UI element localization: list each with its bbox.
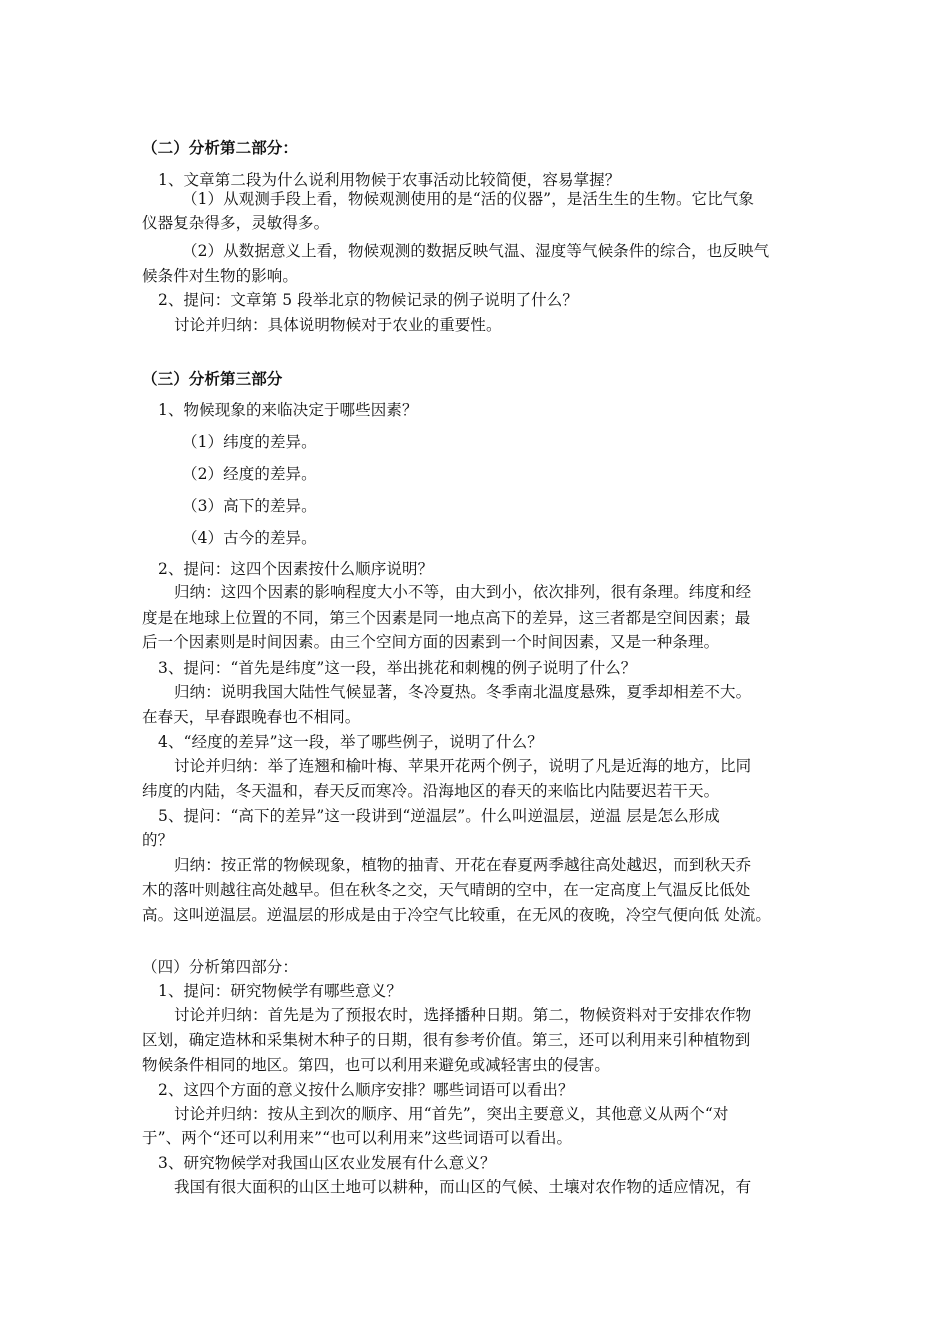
paragraph-line: 在春天，早春跟晚春也不相同。 <box>142 708 361 726</box>
question-line: 3、研究物候学对我国山区农业发展有什么意义？ <box>158 1154 496 1172</box>
list-item: （2）经度的差异。 <box>182 465 317 483</box>
paragraph-line: 讨论并归纳：具体说明物候对于农业的重要性。 <box>174 316 502 334</box>
paragraph-line: 度是在地球上位置的不同，第三个因素是同一地点高下的差异，这三者都是空间因素；最 <box>142 609 751 627</box>
paragraph-line: （2）从数据意义上看，物候观测的数据反映气温、湿度等气候条件的综合，也反映气 <box>182 242 770 260</box>
paragraph-line: 纬度的内陆，冬天温和，春天反而寒冷。沿海地区的春天的来临比内陆要迟若干天。 <box>142 782 720 800</box>
paragraph-line: （1）从观测手段上看，物候观测使用的是“活的仪器”，是活生生的生物。它比气象 <box>182 190 755 208</box>
paragraph-line: 物候条件相同的地区。第四，也可以利用来避免或减轻害虫的侵害。 <box>142 1056 611 1074</box>
question-line: 1、物候现象的来临决定于哪些因素？ <box>158 401 418 419</box>
paragraph-line: 讨论并归纳：按从主到次的顺序、用“首先”，突出主要意义，其他意义从两个“对 <box>174 1105 729 1123</box>
question-line: 2、提问：文章第 5 段举北京的物候记录的例子说明了什么？ <box>158 291 578 309</box>
section-heading-part-three: （三）分析第三部分 <box>142 369 283 388</box>
paragraph-line: 讨论并归纳：举了连翘和榆叶梅、苹果开花两个例子，说明了凡是近海的地方，比同 <box>174 757 752 775</box>
list-item: （4）古今的差异。 <box>182 529 317 547</box>
paragraph-line: 仪器复杂得多，灵敏得多。 <box>142 214 330 232</box>
paragraph-line: 候条件对生物的影响。 <box>142 267 299 285</box>
list-item: （1）纬度的差异。 <box>182 433 317 451</box>
question-line: 5、提问：“高下的差异”这一段讲到“逆温层”。什么叫逆温层，逆温 层是怎么形成 <box>158 807 720 825</box>
section-heading-part-two: （二）分析第二部分： <box>142 138 299 157</box>
paragraph-line: 归纳：这四个因素的影响程度大小不等，由大到小，依次排列，很有条理。纬度和经 <box>174 583 752 601</box>
question-line: 1、提问：研究物候学有哪些意义？ <box>158 982 402 1000</box>
list-item: （3）高下的差异。 <box>182 497 317 515</box>
paragraph-line: 木的落叶则越往高处越早。但在秋冬之交，天气晴朗的空中，在一定高度上气温反比低处 <box>142 881 751 899</box>
paragraph-line: 归纳：说明我国大陆性气候显著，冬冷夏热。冬季南北温度悬殊，夏季却相差不大。 <box>174 683 752 701</box>
question-line: 3、提问：“首先是纬度”这一段，举出挑花和刺槐的例子说明了什么？ <box>158 659 637 677</box>
section-heading-part-four: （四）分析第四部分： <box>142 958 299 976</box>
question-line: 2、这四个方面的意义按什么顺序安排？哪些词语可以看出？ <box>158 1081 574 1099</box>
paragraph-line: 归纳：按正常的物候现象，植物的抽青、开花在春夏两季越往高处越迟，而到秋天乔 <box>174 856 752 874</box>
paragraph-line: 区划，确定造林和采集树木种子的日期，很有参考价值。第三，还可以利用来引种植物到 <box>142 1031 751 1049</box>
question-line: 2、提问：这四个因素按什么顺序说明？ <box>158 560 434 578</box>
paragraph-line: 高。这叫逆温层。逆温层的形成是由于冷空气比较重，在无风的夜晚，冷空气便向低 处流。 <box>142 906 772 924</box>
paragraph-line: 讨论并归纳：首先是为了预报农时，选择播种日期。第二，物候资料对于安排农作物 <box>174 1006 752 1024</box>
question-line: 1、文章第二段为什么说利用物候于农事活动比较简便，容易掌握？ <box>158 171 621 189</box>
paragraph-line: 于”、两个“还可以利用来”“也可以利用来”这些词语可以看出。 <box>142 1129 573 1147</box>
question-line: 4、“经度的差异”这一段，举了哪些例子，说明了什么？ <box>158 733 543 751</box>
paragraph-line: 后一个因素则是时间因素。由三个空间方面的因素到一个时间因素，又是一种条理。 <box>142 633 720 651</box>
paragraph-line: 的？ <box>142 831 174 849</box>
paragraph-line: 我国有很大面积的山区土地可以耕种，而山区的气候、土壤对农作物的适应情况，有 <box>174 1178 752 1196</box>
